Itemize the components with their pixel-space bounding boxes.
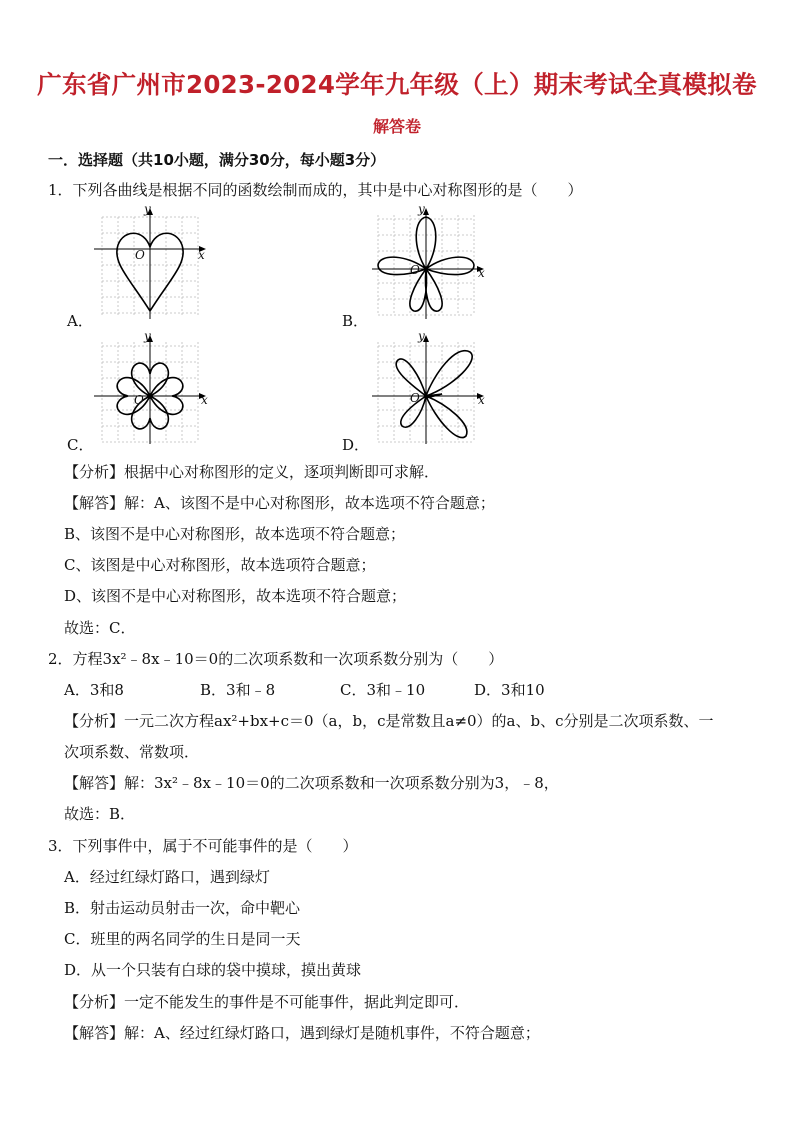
fig-c-y-label: y: [144, 329, 151, 343]
fig-c-origin-label: O: [134, 393, 144, 407]
q2-option-c: C．3和﹣10: [340, 681, 426, 699]
exam-subtitle: 解答卷: [372, 117, 421, 136]
q2-choice: 故选：B．: [64, 805, 136, 823]
q1-stem: 1．下列各曲线是根据不同的函数绘制而成的，其中是中心对称图形的是（ ）: [48, 181, 583, 199]
q1-answer-line: B、该图不是中心对称图形，故本选项不符合题意；: [64, 525, 406, 543]
fig-b-y-label: y: [418, 202, 425, 216]
option-d-label: D．: [342, 436, 370, 454]
fig-b-origin-label: O: [410, 263, 420, 277]
exam-title: 广东省广州市2023-2024学年九年级（上）期末考试全真模拟卷: [37, 70, 757, 99]
q3-option-a: A．经过红绿灯路口，遇到绿灯: [64, 868, 270, 886]
q1-analysis: 【分析】根据中心对称图形的定义，逐项判断即可求解．: [64, 463, 440, 481]
fig-c-x-label: x: [201, 393, 208, 407]
figure-b-flower: [372, 207, 488, 319]
fig-a-y-label: y: [144, 202, 151, 216]
q1-answer-line: 【解答】解：A、该图不是中心对称图形，故本选项不符合题意；: [64, 494, 495, 512]
fig-a-x-label: x: [198, 248, 205, 262]
fig-d-y-label: y: [418, 329, 425, 343]
q2-stem: 2．方程3x²﹣8x﹣10＝0的二次项系数和一次项系数分别为（ ）: [48, 650, 504, 668]
q2-options: [64, 680, 664, 700]
q3-analysis: 【分析】一定不能发生的事件是不可能事件，据此判定即可．: [64, 993, 470, 1011]
q2-option-b: B．3和﹣8: [200, 681, 276, 699]
option-c-label: C．: [67, 436, 94, 454]
q3-answer: 【解答】解：A、经过红绿灯路口，遇到绿灯是随机事件，不符合题意；: [64, 1024, 540, 1042]
q3-option-d: D．从一个只装有白球的袋中摸球，摸出黄球: [64, 961, 362, 979]
q1-answer-line: D、该图不是中心对称图形，故本选项不符合题意；: [64, 587, 407, 605]
fig-d-origin-label: O: [410, 391, 420, 405]
q3-stem: 3．下列事件中，属于不可能事件的是（ ）: [48, 837, 358, 855]
q3-option-b: B．射击运动员射击一次，命中靶心: [64, 899, 301, 917]
q1-choice: 故选：C．: [64, 619, 136, 637]
q1-answer-line: C、该图是中心对称图形，故本选项符合题意；: [64, 556, 376, 574]
q3-option-c: C．班里的两名同学的生日是同一天: [64, 930, 301, 948]
q2-analysis-cont: 次项系数、常数项．: [64, 743, 200, 761]
option-a-label: A．: [67, 312, 93, 330]
figure-a-heart: [94, 207, 210, 319]
figure-c-clover: [94, 334, 210, 444]
fig-a-origin-label: O: [135, 248, 145, 262]
fig-d-x-label: x: [478, 393, 485, 407]
figure-d-petals: [372, 334, 488, 444]
q2-answer: 【解答】解：3x²﹣8x﹣10＝0的二次项系数和一次项系数分别为3，﹣8，: [64, 774, 559, 792]
option-b-label: B．: [342, 312, 369, 330]
section-heading: 一．选择题（共10小题，满分30分，每小题3分）: [48, 151, 386, 169]
q2-analysis: 【分析】一元二次方程ax²+bx+c＝0（a，b，c是常数且a≠0）的a、b、c分别是二次项系数、一: [64, 712, 714, 730]
q2-option-d: D．3和10: [474, 681, 545, 699]
q2-option-a: A．3和8: [64, 681, 124, 699]
fig-b-x-label: x: [478, 266, 485, 280]
